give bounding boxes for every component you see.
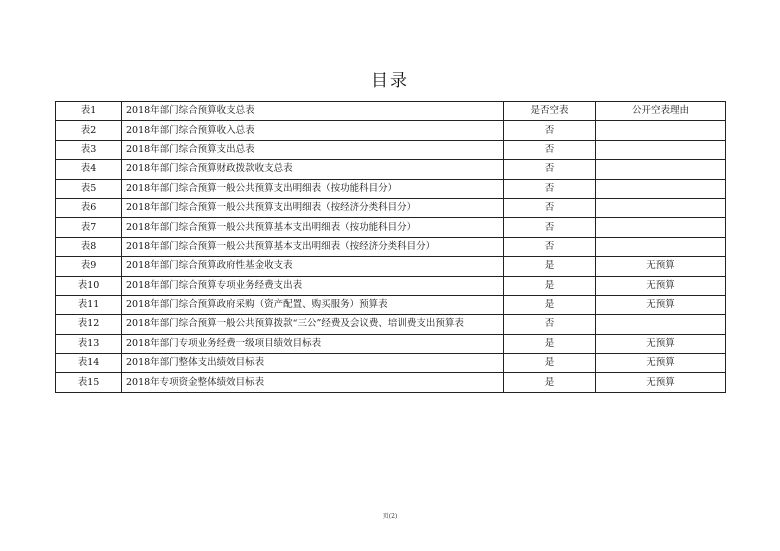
table-reason-cell bbox=[596, 218, 726, 237]
table-empty-cell: 否 bbox=[504, 237, 596, 256]
table-reason-cell: 无预算 bbox=[596, 334, 726, 353]
table-reason-cell: 无预算 bbox=[596, 295, 726, 314]
table-no-cell: 表2 bbox=[56, 121, 122, 140]
table-empty-cell: 是 bbox=[504, 295, 596, 314]
table-reason-cell bbox=[596, 121, 726, 140]
table-no-cell: 表5 bbox=[56, 179, 122, 198]
table-name-cell: 2018年专项资金整体绩效目标表 bbox=[122, 373, 504, 392]
table-row bbox=[56, 315, 726, 334]
table-empty-cell: 否 bbox=[504, 179, 596, 198]
page-number: 页(2) bbox=[382, 513, 398, 520]
table-empty-cell: 否 bbox=[504, 198, 596, 217]
table-reason-cell: 无预算 bbox=[596, 276, 726, 295]
table-row bbox=[56, 198, 726, 217]
table-no-cell: 表7 bbox=[56, 218, 122, 237]
table-empty-cell: 是 bbox=[504, 334, 596, 353]
table-name-cell: 2018年部门综合预算政府采购（资产配置、购买服务）预算表 bbox=[122, 295, 504, 314]
table-empty-cell: 是 bbox=[504, 354, 596, 373]
table-name-cell: 2018年部门综合预算财政拨款收支总表 bbox=[122, 160, 504, 179]
table-no-cell: 表8 bbox=[56, 237, 122, 256]
table-empty-cell: 否 bbox=[504, 121, 596, 140]
table-row bbox=[56, 257, 726, 276]
table-empty-cell: 否 bbox=[504, 140, 596, 159]
table-row bbox=[56, 354, 726, 373]
table-name-cell: 2018年部门专项业务经费一级项目绩效目标表 bbox=[122, 334, 504, 353]
table-row bbox=[56, 179, 726, 198]
table-header-row bbox=[56, 102, 726, 121]
table-no-cell: 表4 bbox=[56, 160, 122, 179]
table-name-cell: 2018年部门综合预算专项业务经费支出表 bbox=[122, 276, 504, 295]
table-reason-cell bbox=[596, 160, 726, 179]
table-reason-cell bbox=[596, 315, 726, 334]
table-no-cell: 表3 bbox=[56, 140, 122, 159]
table-empty-cell: 否 bbox=[504, 315, 596, 334]
table-no-cell: 表12 bbox=[56, 315, 122, 334]
header-reason: 公开空表理由 bbox=[596, 102, 726, 121]
table-row bbox=[56, 295, 726, 314]
table-reason-cell: 无预算 bbox=[596, 373, 726, 392]
table-no-cell: 表15 bbox=[56, 373, 122, 392]
table-reason-cell: 无预算 bbox=[596, 257, 726, 276]
table-reason-cell bbox=[596, 140, 726, 159]
table-name-cell: 2018年部门综合预算一般公共预算拨款“三公”经费及会议费、培训费支出预算表 bbox=[122, 315, 504, 334]
table-reason-cell bbox=[596, 179, 726, 198]
header-no: 表1 bbox=[56, 102, 122, 121]
catalog-table bbox=[55, 101, 726, 393]
table-name-cell: 2018年部门综合预算支出总表 bbox=[122, 140, 504, 159]
table-name-cell: 2018年部门整体支出绩效目标表 bbox=[122, 354, 504, 373]
table-row bbox=[56, 237, 726, 256]
table-empty-cell: 否 bbox=[504, 218, 596, 237]
header-name: 2018年部门综合预算收支总表 bbox=[122, 102, 504, 121]
page-title: 目录 bbox=[371, 71, 409, 91]
table-name-cell: 2018年部门综合预算一般公共预算支出明细表（按经济分类科目分） bbox=[122, 198, 504, 217]
table-name-cell: 2018年部门综合预算一般公共预算支出明细表（按功能科目分） bbox=[122, 179, 504, 198]
table-row bbox=[56, 160, 726, 179]
table-row bbox=[56, 140, 726, 159]
table-row bbox=[56, 218, 726, 237]
table-name-cell: 2018年部门综合预算一般公共预算基本支出明细表（按经济分类科目分） bbox=[122, 237, 504, 256]
table-no-cell: 表9 bbox=[56, 257, 122, 276]
table-empty-cell: 是 bbox=[504, 373, 596, 392]
table-name-cell: 2018年部门综合预算收入总表 bbox=[122, 121, 504, 140]
table-empty-cell: 是 bbox=[504, 276, 596, 295]
table-name-cell: 2018年部门综合预算政府性基金收支表 bbox=[122, 257, 504, 276]
table-row bbox=[56, 121, 726, 140]
table-no-cell: 表13 bbox=[56, 334, 122, 353]
table-reason-cell: 无预算 bbox=[596, 354, 726, 373]
table-row bbox=[56, 334, 726, 353]
table-row bbox=[56, 276, 726, 295]
table-row bbox=[56, 373, 726, 392]
header-empty: 是否空表 bbox=[504, 102, 596, 121]
table-no-cell: 表11 bbox=[56, 295, 122, 314]
table-empty-cell: 否 bbox=[504, 160, 596, 179]
table-no-cell: 表14 bbox=[56, 354, 122, 373]
table-empty-cell: 是 bbox=[504, 257, 596, 276]
table-name-cell: 2018年部门综合预算一般公共预算基本支出明细表（按功能科目分） bbox=[122, 218, 504, 237]
table-reason-cell bbox=[596, 237, 726, 256]
table-no-cell: 表10 bbox=[56, 276, 122, 295]
table-no-cell: 表6 bbox=[56, 198, 122, 217]
table-reason-cell bbox=[596, 198, 726, 217]
